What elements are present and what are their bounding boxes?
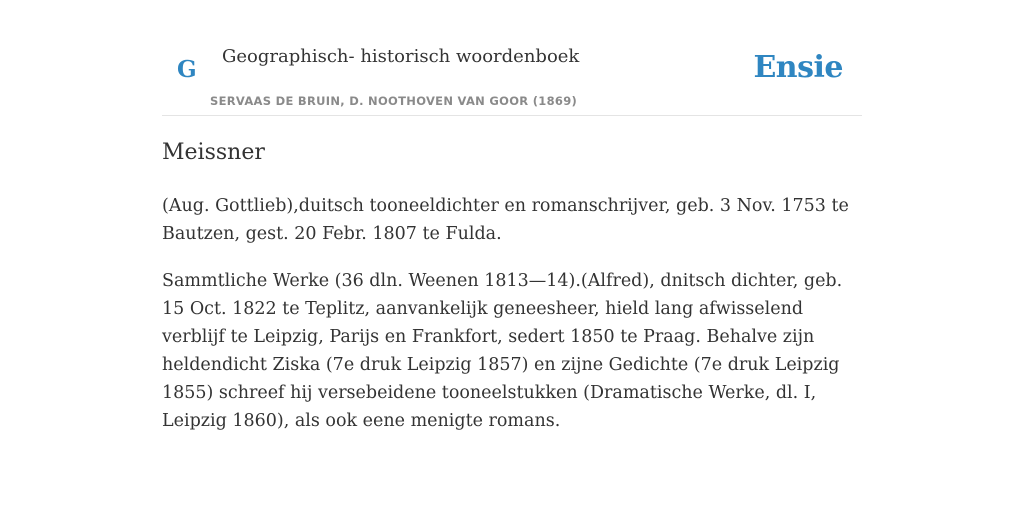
entry-title: Meissner xyxy=(162,140,265,165)
header xyxy=(162,0,862,116)
book-title-link[interactable]: Geographisch- historisch woordenboek xyxy=(222,46,580,67)
entry-paragraph: Sammtliche Werke (36 dln. Weenen 1813—14).(Alfred), dnitsch dichter, geb. 15 Oct. 1822 te Teplitz, aanvankelijk geneesheer, hield lang afwisselend verblijf te Leipzig, Parijs en Frankfort, sedert 1850 te Praag. Behalve zijn heldendicht Ziska (7e druk Leipzig 1857) en zijne Gedichte (7e druk Leipzig 1855) schreef hij versebeidene tooneelstukken (Dramatische Werke, dl. I, Leipzig 1860), als ook eene menigte romans. xyxy=(162,271,843,431)
book-authors: SERVAAS DE BRUIN, D. NOOTHOVEN VAN GOOR (1869) xyxy=(210,94,578,108)
entry-paragraph: (Aug. Gottlieb),duitsch tooneeldichter en romanschrijver, geb. 3 Nov. 1753 te Bautzen, gest. 20 Febr. 1807 te Fulda. xyxy=(162,196,849,244)
ensie-logo-link[interactable]: Ensie xyxy=(753,50,843,85)
page xyxy=(162,0,862,431)
letter-index-link[interactable]: G xyxy=(177,56,197,83)
entry-body xyxy=(162,192,862,454)
